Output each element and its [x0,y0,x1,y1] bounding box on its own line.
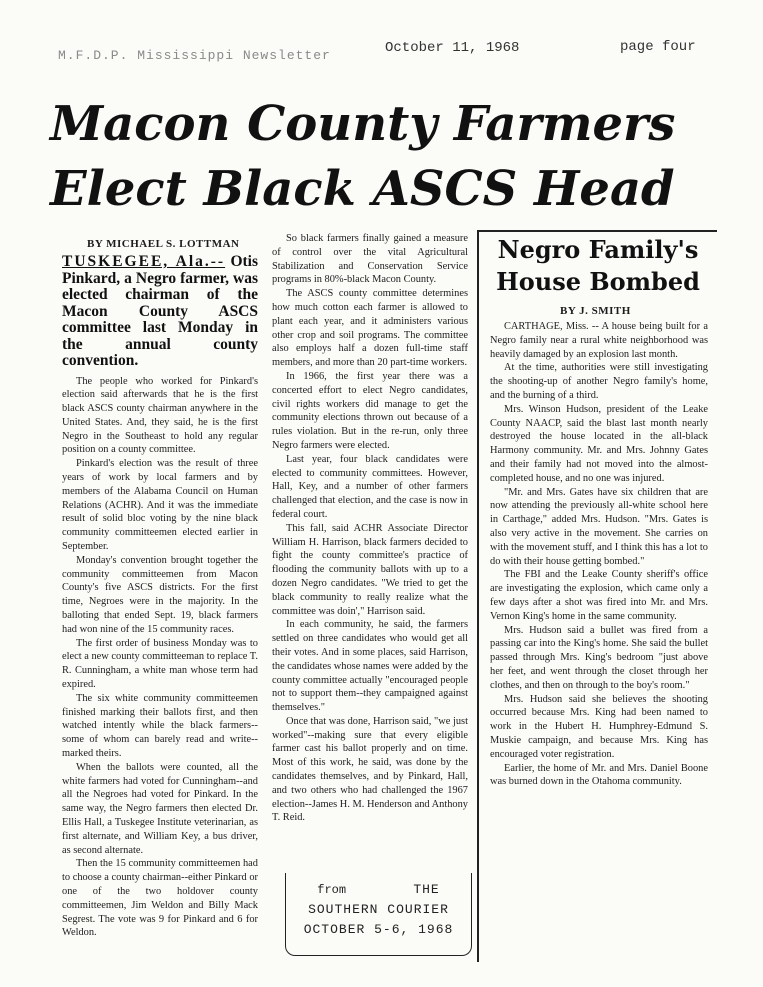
issue-date: October 11, 1968 [385,40,520,56]
paragraph: Pinkard's election was the result of three years of work by local farmers and by members of the Alabama Council on Human Relations (ACHR). And it was the immediate result of solid bloc voting by the nine black community committeemen elected earlier in September. [62,458,258,553]
paragraph: The people who worked for Pinkard's election said afterwards that he is the first black ASCS county chairman anywhere in the United States. And, they said, he is the first Negro in the Southeast to hold any regular position on a county committee. [62,375,258,456]
credit-from: from [317,883,347,897]
paragraph: This fall, said ACHR Associate Director William H. Harrison, black farmers decided to fight the county committee's practice of flooding the community ballots with up to a dozen Negro candidates. "We tried to get the black community to really realize what the committee was doin'," Harrison said. [272,522,468,617]
paragraph: The six white community committeemen finished marking their ballots first, and then watched intently while the black farmers--some of whom can barely read and write--marked theirs. [62,692,258,760]
source-credit-box [285,873,472,956]
main-article-column-2 [272,232,468,872]
lead-text: Otis Pinkard, a Negro farmer, was elected chairman of the Macon County ASCS committee last Monday in the annual county convention. [62,254,258,369]
credit-paper-name: SOUTHERN COURIER [308,902,449,917]
paragraph: Then the 15 community committeemen had to choose a county chairman--either Pinkard or one of the two holdover county committeemen, Jim Weldon and Billy Mack Segrest. The vote was 9 for Pinkard and 6 for Weldon. [62,858,258,939]
paragraph: The ASCS county committee determines how much cotton each farmer is allowed to plant each year, and it administers various other crop and soil programs. The committee also employs half a dozen full-time staff members, and more than 20 part-time workers. [272,288,468,369]
main-headline-line1: Macon County Farmers [50,96,676,152]
paragraph: Mrs. Hudson said she believes the shooting occurred because Mrs. King had been named to work in the Hubert H. Humphrey-Edmund S. Muskie campaign, and because Mrs. King has encouraged voter registration. [490,693,708,760]
side-article-column [490,320,708,960]
masthead: M.F.D.P. Mississippi Newsletter [58,48,331,63]
credit-the: THE [413,882,440,897]
paragraph: The FBI and the Leake County sheriff's office are investigating the explosion, which came only a few days after a shot was fired into Mr. and Mrs. Vernon King's home in the same community. [490,569,708,622]
paragraph: "Mr. and Mrs. Gates have six children that are now attending the previously all-white school here in Carthage," added Mrs. Hudson. "Mrs. Gates is also very active in the movement. She carries on with the movement stuff, and I think this has a lot to do with their house getting bombed." [490,486,708,567]
paragraph: Mrs. Winson Hudson, president of the Leake County NAACP, said the blast last month nearly destroyed the house located in the all-black Harmony community. Mr. and Mrs. Johnny Gates and their family had not moved into the almost-completed house, and no one was injured. [490,403,708,484]
paragraph: Mrs. Hudson said a bullet was fired from a passing car into the King's home. She said the bullet passed through Mrs. King's bedroom "just above her feet, and went through the closet through her clothes, and then on through to the boy's room." [490,624,708,691]
side-byline: BY J. SMITH [560,305,631,317]
paragraph: Once that was done, Harrison said, "we just worked"--making sure that every eligible farmer cast his ballot properly and on time. Most of this work, he said, was done by the candidates themselves, and by Pinkard, Hall, and two others who had challenged the 1967 election--James H. M. Henderson and Anthony T. Reid. [272,715,468,824]
side-headline-line2: House Bombed [496,267,700,296]
paragraph: Monday's convention brought together the community committeemen from Macon County's five ASCS districts. For the first time, Negroes were in the majority. In the balloting that ended Sept. 19, black farmers had won nine of the 15 community races. [62,554,258,635]
paragraph: Earlier, the home of Mr. and Mrs. Daniel Boone was burned down in the Otahoma community. [490,762,708,788]
main-article-column-1 [62,254,258,969]
newsletter-header [0,20,763,68]
main-headline-line2: Elect Black ASCS Head [50,161,675,217]
paragraph: In 1966, the first year there was a concerted effort to elect Negro candidates, civil rights workers did manage to get the community elections thrown out because of a rules violation. But in the re-run, only three Negro farmers were elected. [272,370,468,451]
paragraph: CARTHAGE, Miss. -- A house being built for a Negro family near a rural white neighborhood was heavily damaged by an explosion last month. [490,321,708,360]
credit-issue-date: OCTOBER 5-6, 1968 [303,922,454,937]
paragraph: At the time, authorities were still investigating the shooting-up of another Negro family's home, and the burning of a third. [490,362,708,401]
paragraph: When the ballots were counted, all the white farmers had voted for Cunningham--and all the Negroes had voted for Pinkard. In the same way, the Negro farmers then elected Dr. Ellis Hall, a Tuskegee Institute veterinarian, as first alternate, and William Key, a bus driver, as second alternate. [62,761,258,856]
side-headline-line1: Negro Family's [497,235,699,264]
paragraph: The first order of business Monday was to elect a new county committeeman to replace T. R. Cunningham, a white man whose term had expired. [62,637,258,691]
main-byline: BY MICHAEL S. LOTTMAN [87,238,240,250]
dateline: TUSKEGEE, Ala.-- [62,254,226,270]
paragraph: In each community, he said, the farmers settled on three candidates who would get all their votes. And in some places, said Harrison, the candidates whose names were added by the county committee actually "encouraged people not to support them--they campaigned against themselves." [272,619,468,714]
lead-paragraph [62,254,258,370]
paragraph: Last year, four black candidates were elected to community committees. However, Hall, Key, and a number of other farmers challenged that election, and the case is now in federal court. [272,453,468,520]
paragraph: So black farmers finally gained a measure of control over the vital Agricultural Stabilization and Conservation Service programs in 80%-black Macon County. [272,233,468,286]
side-headline [493,234,703,298]
page-number: page four [620,39,696,55]
